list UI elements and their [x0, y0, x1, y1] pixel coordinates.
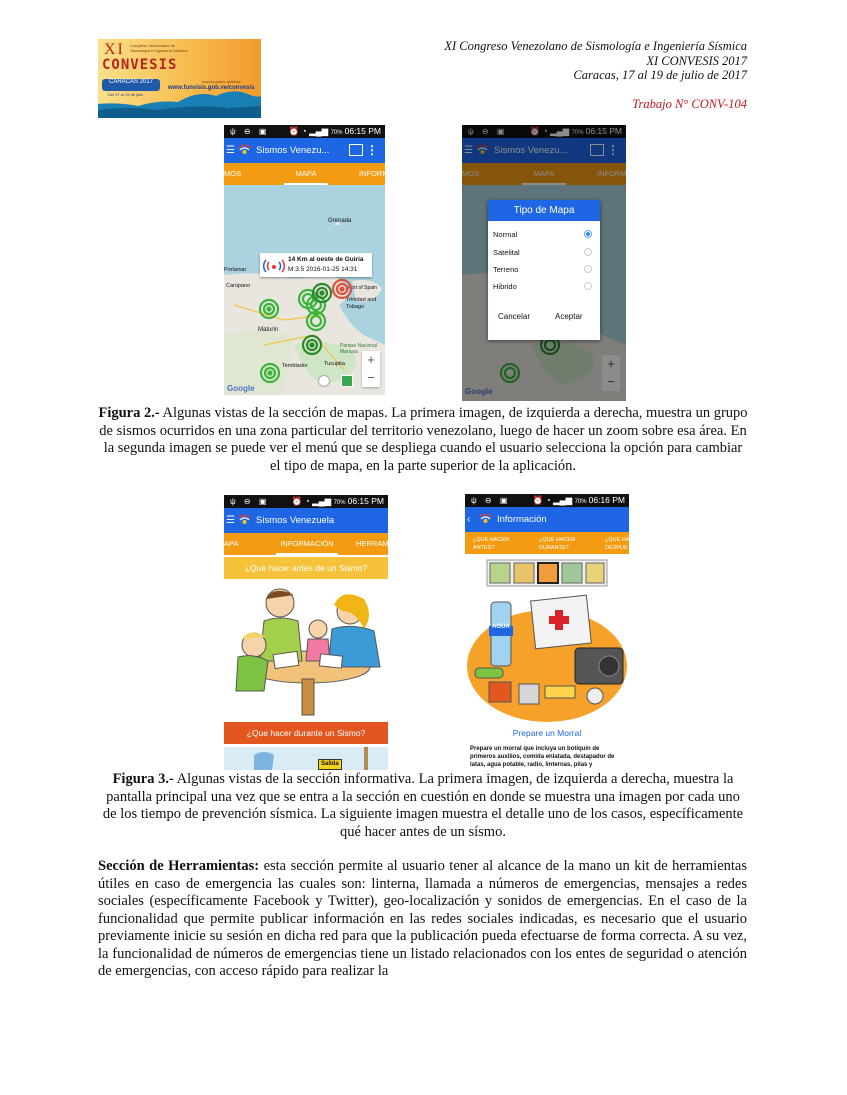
figure-2-text: Algunas vistas de la sección de mapas. La primera imagen, de izquierda a derecha, muestra un grupo de sismos ocurridos en una zona particular del territorio venezolano, luego de hacer un zoom sobre esa área. En la segunda imagen se puede ver el menú que se despliega cuando el usuario selecciona la opción para cambiar el tipo de mapa, en la parte superior de la aplicación. — [99, 405, 748, 474]
app-bar — [224, 138, 385, 163]
quake-markers[interactable] — [224, 185, 385, 395]
conference-title: XI Congreso Venezolano de Sismología e Ingeniería Sísmica — [444, 39, 747, 53]
map-label-mariusa: Parque Nacional Mariusa — [340, 343, 377, 355]
tab-informacion[interactable]: INFORMACIÓN — [276, 533, 338, 555]
notification-icons: ψ ⊖ ▣ — [230, 127, 270, 136]
map-label-carupano: Carúpano — [226, 283, 251, 289]
app-bar — [224, 508, 388, 533]
section-title: Prepare un Morral — [512, 728, 582, 738]
signal-icons: ⏰ ◔ ▂▄▆ — [291, 496, 334, 506]
zoom-in-button[interactable]: + — [367, 352, 375, 367]
status-time: 06:15 PM — [585, 126, 622, 136]
tools-section-paragraph — [98, 858, 747, 981]
zoom-out-button[interactable]: − — [607, 374, 615, 389]
map-label-tucupita: Tucupita — [324, 361, 345, 367]
figure-3-text: Algunas vistas de la sección informativa. La primera imagen, de izquierda a derecha, muestra la pantalla principal una vez que se entra a la sección en cuestión en donde se muestra una imagen por cada uno de los tiempo de prevención sísmica. La siguiente imagen muestra el detalle uno de los casos, específicamente qué hacer antes de un sísmo. — [102, 771, 744, 840]
phone-screenshot-map — [224, 125, 389, 395]
tab-herramientas[interactable]: HERRAM — [356, 539, 389, 548]
kit-description: Prepare un morral que incluya un botiquín de primeros auxilios, comida enlatada, destapador de latas, agua potable, radio, linternas, pilas y — [470, 746, 615, 768]
wifi-logo-icon — [238, 514, 251, 527]
battery-percent: 70% — [574, 499, 587, 505]
accept-button[interactable]: Aceptar — [555, 312, 583, 321]
status-time: 06:16 PM — [588, 495, 625, 505]
section-heading: Sección de Herramientas: — [98, 858, 260, 874]
emergency-kit-illustration — [465, 556, 629, 716]
app-title: Información — [497, 514, 547, 525]
logo-numeral: XI — [104, 41, 125, 58]
signal-icons: ⏰ ◔ ▂▄▆ — [532, 495, 575, 505]
popup-location: 14 Km al oeste de Guiria — [288, 256, 364, 263]
notification-icons: ψ ⊖ ▣ — [468, 127, 508, 136]
app-bar — [465, 507, 629, 532]
logo-name: CONVESIS — [102, 57, 178, 73]
tab-durante[interactable]: ¿QUE HACER DURANTE? — [539, 537, 576, 551]
popup-magnitude: M:3.5 2016-01-25 14:31 — [288, 266, 358, 273]
quake-marker — [260, 300, 278, 318]
dialog-title: Tipo de Mapa — [488, 200, 600, 221]
battery-percent: 70% — [333, 500, 346, 506]
app-title: Sismos Venezu... — [256, 145, 330, 156]
navigation-icon[interactable] — [318, 375, 330, 387]
back-arrow-icon[interactable]: ‹ — [467, 514, 471, 525]
cancel-button[interactable]: Cancelar — [498, 312, 531, 321]
conference-short: XI CONVESIS 2017 — [646, 54, 747, 68]
quake-info-popup[interactable] — [260, 253, 372, 277]
kit-thumbnail-strip — [487, 560, 607, 586]
tab-mapa[interactable]: MAPA — [284, 163, 328, 185]
status-time: 06:15 PM — [347, 496, 384, 506]
conference-dates: Caracas, 17 al 19 de julio de 2017 — [573, 68, 747, 82]
signal-icons: ⏰ ◔ ▂▄▆ — [529, 126, 572, 136]
radio-normal[interactable] — [584, 230, 592, 238]
wifi-logo-icon — [479, 513, 492, 526]
maps-app-icon[interactable] — [341, 375, 353, 387]
map-label-trinidad: Trinidad and Tobago — [346, 297, 377, 310]
overflow-menu-icon[interactable]: ⋮ — [607, 143, 619, 157]
option-normal[interactable]: Normal — [493, 230, 518, 239]
tab-informacion[interactable]: INFORM — [359, 169, 389, 178]
phone-screenshot-info — [224, 495, 388, 770]
radio-satelital[interactable] — [584, 248, 592, 256]
figure-3-caption — [98, 771, 748, 841]
quake-marker — [303, 336, 321, 354]
option-hibrido[interactable]: Hibrido — [493, 282, 517, 291]
quake-marker — [333, 280, 351, 298]
status-bar — [224, 125, 385, 138]
family-table-illustration — [224, 581, 388, 719]
tab-mapa[interactable]: MAPA — [522, 163, 566, 185]
tab-bar — [465, 532, 629, 554]
tab-sismos[interactable]: MOS — [224, 169, 242, 178]
water-bottle-label: AGUA — [492, 624, 510, 630]
evacuation-illustration — [224, 747, 388, 770]
menu-icon[interactable]: ☰ — [464, 145, 473, 156]
radio-terreno[interactable] — [584, 265, 592, 273]
option-satelital[interactable]: Satelital — [493, 248, 520, 257]
zoom-out-button[interactable]: − — [367, 370, 375, 385]
map-label-port-of-spain: Port of Spain — [348, 285, 377, 291]
menu-icon[interactable]: ☰ — [226, 145, 235, 156]
zoom-in-button[interactable]: + — [607, 356, 615, 371]
tab-mapa[interactable]: APA — [224, 539, 239, 548]
option-terreno[interactable]: Terreno — [493, 265, 519, 274]
phone-screenshot-info-detail — [465, 494, 629, 770]
logo-inscriptions: Inscripciones abiertas — [202, 79, 241, 84]
logo-tagline: Congreso Venezolano de Sismología e Ingeniería Sísmica — [130, 43, 188, 53]
quake-marker — [261, 364, 279, 382]
battery-percent: 70% — [330, 130, 343, 136]
tab-informacion[interactable]: INFORM — [597, 169, 627, 178]
google-logo: Google — [227, 384, 255, 393]
map-view[interactable] — [224, 185, 385, 395]
notification-icons: ψ ⊖ ▣ — [230, 497, 270, 506]
app-title: Sismos Venezu... — [494, 145, 568, 156]
map-type-icon[interactable] — [349, 144, 363, 156]
menu-icon[interactable]: ☰ — [226, 515, 235, 526]
figure-2-caption — [98, 405, 748, 475]
tab-bar — [224, 163, 389, 185]
tab-despues[interactable]: ¿QUE HA DESPUE — [605, 537, 630, 551]
convesis-logo — [98, 39, 261, 118]
work-number: Trabajo N° CONV-104 — [632, 97, 747, 111]
wifi-logo-icon — [238, 144, 251, 157]
notification-icons: ψ ⊖ ▣ — [471, 496, 511, 505]
section-before-quake[interactable]: ¿Que hacer antes de un Sismo? — [224, 557, 388, 579]
google-logo: Google — [465, 387, 493, 396]
status-bar — [224, 495, 388, 508]
section-body-text: esta sección permite al usuario tener al alcance de la mano un kit de herramientas útiles en caso de emergencia las cuales son: linterna, llamada a números de emergencias, mensajes a redes sociales (específicamente Facebook y Twitter), geo-localización y sonidos de emergencias. En el caso de la funcionalidad que permite publicar información en las redes sociales indicadas, es necesario que el usuario previamente inicie su sesión en dicha red para que la publicación pueda efectuarse de forma correcta. A su vez, la funcionalidad de números de emergencias tiene un listado relacionados con los entes de seguridad o atención de emergencias, con acceso rápido para realizar la — [98, 858, 747, 979]
map-label-maturin: Maturín — [258, 327, 279, 333]
map-label-grenada: Grenada — [328, 218, 352, 224]
figure-2-label: Figura 2.- — [98, 405, 160, 421]
map-label-porlamar: Porlamar — [224, 267, 247, 273]
figure-3-label: Figura 3.- — [112, 771, 174, 787]
tab-antes[interactable]: ¿QUE HACER ANTES? — [473, 537, 510, 551]
exit-sign: Salida — [318, 759, 342, 770]
radio-hibrido[interactable] — [584, 282, 592, 290]
signal-icons: ⏰ ◔ ▂▄▆ — [288, 126, 331, 136]
tab-sismos[interactable]: MOS — [462, 169, 480, 178]
logo-city-badge: CARACAS 2017 — [102, 79, 160, 91]
app-title: Sismos Venezuela — [256, 515, 335, 526]
battery-percent: 70% — [571, 130, 584, 136]
map-label-temblador: Temblador — [282, 363, 308, 369]
logo-url: www.funvisis.gob.ve/convesis — [168, 85, 255, 91]
quake-signal-icon — [264, 257, 284, 273]
zoom-controls — [362, 351, 380, 387]
status-bar — [465, 494, 629, 507]
section-during-quake[interactable]: ¿Que hacer durante un Sismo? — [224, 722, 388, 744]
logo-dates: Del 17 al 19 de julio — [108, 92, 144, 97]
tab-bar — [224, 533, 388, 555]
map-type-dialog — [488, 200, 600, 340]
status-time: 06:15 PM — [344, 126, 381, 136]
overflow-menu-icon[interactable]: ⋮ — [366, 143, 378, 157]
phone-screenshot-map-type — [462, 125, 626, 401]
